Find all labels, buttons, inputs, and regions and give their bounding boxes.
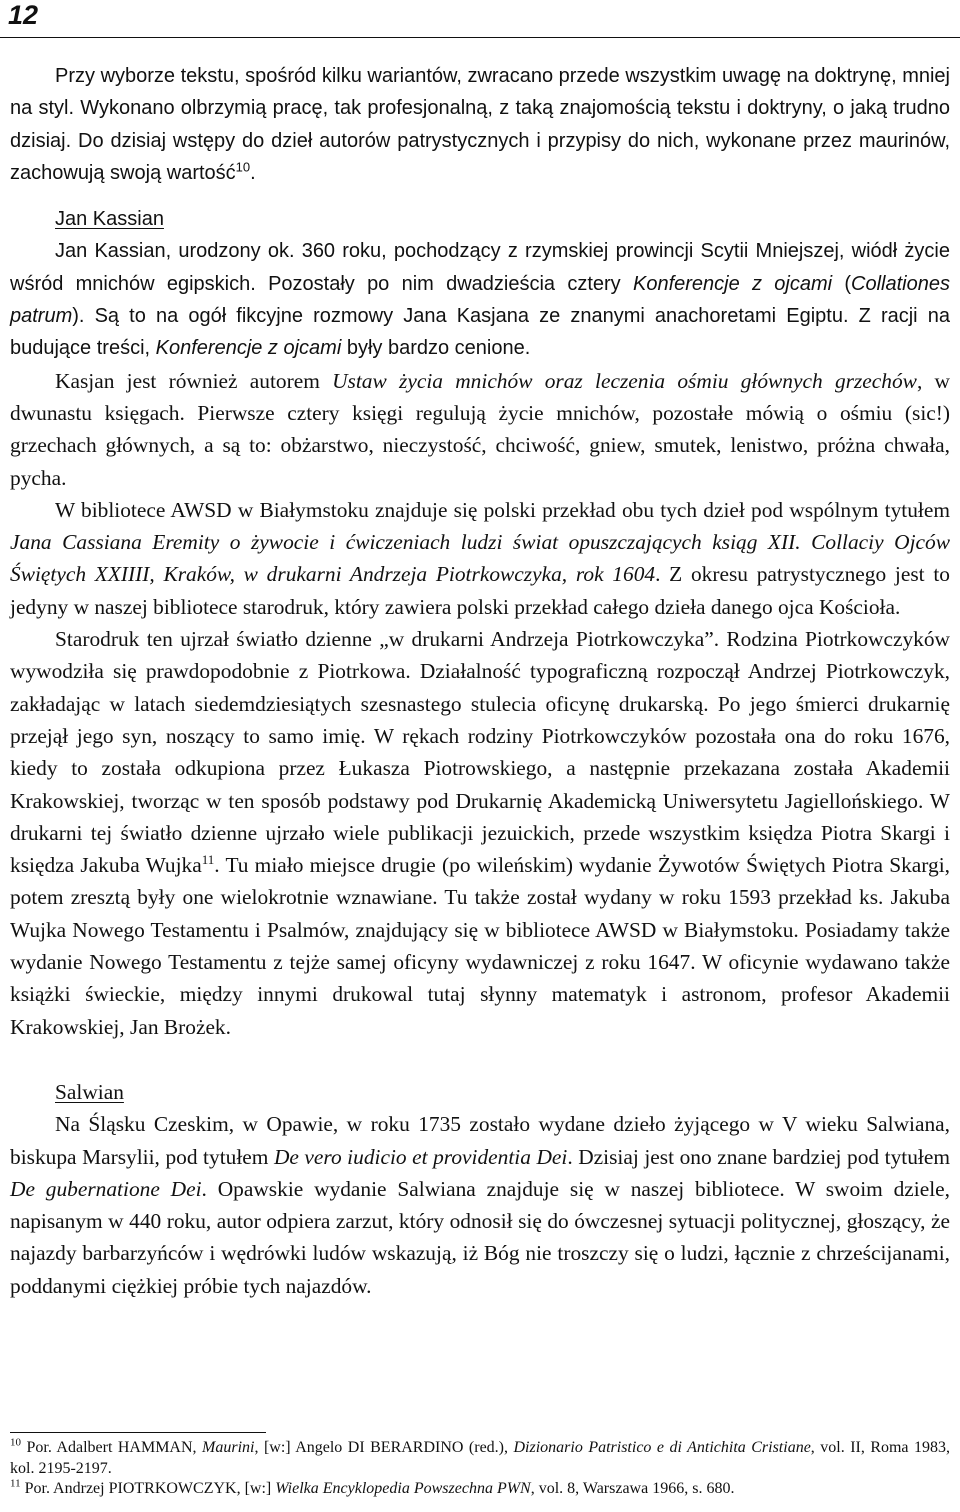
salwian-paragraph-1: Na Śląsku Czeskim, w Opawie, w roku 1735 zostało wydane dzieło żyjącego w V wieku Salwiana, biskupa Marsylii, pod tytułem De vero iudicio et providentia Dei. Dzisiaj jest ono znane bardziej pod tytułem De gubernatione Dei. Opawskie wydanie Salwiana znajduje się w naszej bibliotece. W swoim dziele, napisanym w 440 roku, autor odpiera zarzut, który odnosił się do ówczesnej sytuacji politycznej, głoszący, że najazdy barbarzyńców i wędrówki ludów wskazują, iż Bóg nie troszczy się o ludzi, łącznie z chrześcijanami, poddanymi ciężkiej próbie tych najazdów. [10,1112,951,1298]
kassian-paragraph-4: Starodruk ten ujrzał światło dzienne „w drukarni Andrzeja Piotrkowczyka”. Rodzina Piotrkowczyków wywodziła się prawdopodobnie z Piotrkowa. Działalność typograficzną rozpoczął Andrzej Piotrkowczyk, zakładając w latach siedemdziesiątych szesnastego stulecia oficynę drukarską. Po jego śmierci drukarnię przejął jego syn, noszący to samo imię. W rękach rodziny Piotrkowczyków pozostała ona do roku 1676, kiedy to została odkupiona przez Łukasza Piotrowskiego, a następnie przekazana została Akademii Krakowskiej, tworząc w ten sposób podstawy pod Drukarnię Akademicką Uniwersytetu Jagiellońskiego. W drukarni tej światło dzienne ujrzało wiele publikacji jezuickich, przede wszystkim księdza Piotra Skargi i księdza Jakuba Wujka$^{11}$. Tu miało miejsce drugie (po wileńskim) wydanie Żywotów Świętych Piotra Skargi, potem zresztą były one wielokrotnie wznawiane. Tu także został wydany w roku 1593 przekład ks. Jakuba Wujka Nowego Testamentu i Psalmów, znajdujący się w bibliotece AWSD w Białymstoku. Posiadamy także wydanie Nowego Testamentu z tejże samej oficyny wydawniczej z roku 1647. W oficynie wydawano także książki świeckie, między innymi drukowal tutaj słynny matematyk i astronom, profesor Akademii Krakowskiej, Jan Brożek. [10,627,951,1039]
page-number: 12 [8,0,39,30]
spacer [10,1043,950,1076]
footnote-ref-11[interactable]: 11 [201,852,215,867]
footnotes [10,1438,950,1500]
section-heading-kassian: Jan Kassian [55,208,164,231]
section-heading-salwian: Salwian [55,1079,124,1104]
kassian-paragraph-3: W bibliotece AWSD w Białymstoku znajduje się polski przekład obu tych dzieł pod wspólnym tytułem Jana Cassiana Eremity o żywocie i ćwiczeniach ludzi świat opuszczających ksiąg XII. Collaciy Ojców Świętych XXIIII, Kraków, w drukarni Andrzeja Piotrkowczyka, rok 1604. Z okresu patrystycznego jest to jedyny w naszej bibliotece starodruk, który zawiera polski przekład całego dzieła danego ojca Kościoła. [10,497,950,619]
footnote-11: $^{11}$ Por. Andrzej PIOTRKOWCZYK, [w:] Wielka Encyklopedia Powszechna PWN, vol. 8, Warszawa 1966, s. 680. [10,1477,735,1497]
footnote-separator [10,1432,266,1433]
kassian-paragraph-1: Jan Kassian, urodzony ok. 360 roku, pochodzący z rzymskiej prowincji Scytii Mniejszej, wiódł życie wśród mnichów egipskich. Pozostały po nim dwadzieścia cztery Konferencje z ojcami (Collationes patrum). Są to na ogół fikcyjne rozmowy Jana Kasjana ze znanymi anachoretami Egiptu. Z racji na budujące treści, Konferencje z ojcami były bardzo cenione. [10,240,950,360]
footnote-10: $^{10}$ Por. Adalbert HAMMAN, Maurini, [w:] Angelo DI BERARDINO (red.), Dizionario Patristico e di Antichita Cristiane, vol. II, Roma 1983, kol. 2195-2197. [10,1436,951,1477]
body-text [10,60,950,1302]
kassian-paragraph-2: Kasjan jest również autorem Ustaw życia mnichów oraz leczenia ośmiu głównych grzechów, w dwunastu księgach. Pierwsze cztery księgi regulują życie mnichów, pozostałe mówią o ośmiu (sic!) grzechach głównych, a są to: obżarstwo, nieczystość, chciwość, gniew, smutek, lenistwo, próżna chwała, pycha. [10,368,950,490]
spacer [10,189,950,203]
footnote-ref-10[interactable]: 10 [235,159,251,175]
header-rule [0,37,960,38]
intro-paragraph: Przy wyborze tekstu, spośród kilku wariantów, zwracano przede wszystkim uwagę na doktrynę, mniej na styl. Wykonano olbrzymią pracę, tak profesjonalną, z taką znajomością tekstu i doktryny, o jaką trudno dzisiaj. Do dzisiaj wstępy do dzieł autorów patrystycznych i przypisy do nich, wykonane przez maurinów, zachowują swoją wartość$^{10}$. [10,65,950,184]
